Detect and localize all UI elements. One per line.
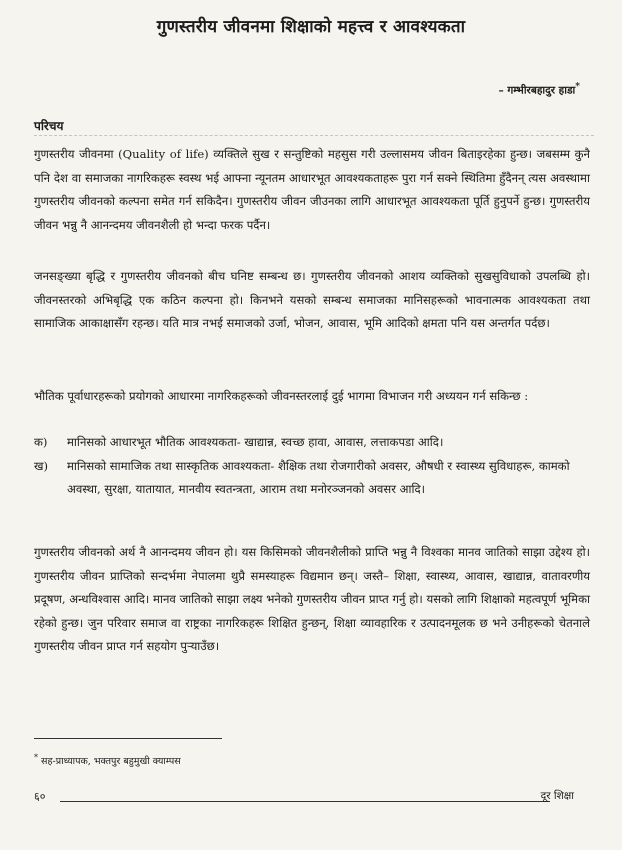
- paragraph-intro: गुणस्तरीय जीवनमा (Quality of life) व्यक्तिले सुख र सन्तुष्टिको महसुस गरी उल्लासमय जीवन बिताइरहेका हुन्छ। जबसम्म कुनै पनि देश वा समाजका नागरिकहरू स्वस्थ भई आफ्ना न्यूनतम आधारभूत आवश्यकताहरू पुरा गर्न सक्ने स्थितिमा हुँदैनन् त्यस अवस्थामा गुणस्तरीय जीवनको कल्पना समेत गर्न सकिदैन। गुणस्तरीय जीवन जीउनका लागि आधारभूत आवश्यकता पूर्ति हुनुपर्ने हुन्छ। गुणस्तरीय जीवन भन्नु नै आनन्दमय जीवनशैली हो भन्दा फरक पर्दैन।: [34, 147, 590, 232]
- footnote: [34, 753, 181, 767]
- article-title: गुणस्तरीय जीवनमा शिक्षाको महत्त्व र आवश्यकता: [156, 17, 466, 37]
- paragraph-population: जनसङ्ख्या बृद्धि र गुणस्तरीय जीवनको बीच घनिष्ट सम्बन्ध छ। गुणस्तरीय जीवनको आशय व्यक्तिको सुखसुविधाको उपलब्धि हो। जीवनस्तरको अभिबृद्धि एक कठिन कल्पना हो। किनभने यसको सम्बन्ध समाजका मानिसहरूको भावनात्मक आवश्यकता तथा सामाजिक आकाक्षासँग रहन्छ। यति मात्र नभई समाजको उर्जा, भोजन, आवास, भूमि आदिको क्षमता पनि यस अन्तर्गत पर्दछ।: [34, 269, 590, 330]
- page-number: ६०: [34, 790, 46, 803]
- section-heading: परिचय: [34, 119, 64, 133]
- footnote-mark: *: [34, 753, 38, 762]
- list-item-text: मानिसको आधारभूत भौतिक आवश्यकता- खाद्यान्न, स्वच्छ हावा, आवास, लत्ताकपडा आदि।: [67, 435, 444, 449]
- journal-name: दूर शिक्षा: [540, 790, 574, 802]
- list-marker: ख): [34, 458, 49, 473]
- paragraph-infrastructure: भौतिक पूर्वाधारहरूको प्रयोगको आधारमा नागरिकहरूको जीवनस्तरलाई दुई भागमा विभाजन गरी अध्ययन गर्न सकिन्छ :: [34, 389, 529, 403]
- faint-divider: [34, 135, 594, 136]
- list-marker: क): [34, 435, 48, 449]
- author-footnote-mark: *: [575, 82, 580, 92]
- page-footer: [34, 789, 574, 809]
- list-item: [34, 455, 594, 502]
- footer-rule: [60, 801, 550, 802]
- needs-list: [34, 431, 594, 502]
- paragraph-closing: गुणस्तरीय जीवनको अर्थ नै आनन्दमय जीवन हो। यस किसिमको जीवनशैलीको प्राप्ति भन्नु नै विश्वका मानव जातिको साझा उद्देश्य हो। गुणस्तरीय जीवन प्राप्तिको सन्दर्भमा नेपालमा थुप्रै समस्याहरू विद्यमान छन्। जस्तै– शिक्षा, स्वास्थ्य, आवास, खाद्यान्न, वातावरणीय प्रदूषण, अन्धविश्वास आदि। मानव जातिको साझा लक्ष्य भनेको गुणस्तरीय जीवन प्राप्त गर्नु हो। यसको लागि शिक्षाको महत्वपूर्ण भूमिका रहेको हुन्छ। जुन परिवार समाज वा राष्ट्रका नागरिकहरू शिक्षित हुन्छन्, शिक्षा व्यावहारिक र उत्पादनमूलक छ भने उनीहरूको चेतनाले गुणस्तरीय जीवन प्राप्त गर्न सहयोग पुर्‍याउँछ।: [34, 545, 590, 653]
- list-item-text: मानिसको सामाजिक तथा सास्कृतिक आवश्यकता- शैक्षिक तथा रोजगारीको अवसर, औषधी र स्वास्थ्य सुविधाहरू, कामको अवस्था, सुरक्षा, यातायात, मानवीय स्वतन्त्रता, आराम तथा मनोरञ्जनको अवसर आदि।: [67, 458, 570, 496]
- author-name: – गम्भीरबहादुर हाडा: [498, 84, 576, 97]
- list-item: [34, 431, 594, 455]
- footnote-text: सह-प्राध्यापक, भक्तपुर बहुमुखी क्याम्पस: [41, 756, 181, 768]
- author-line: [498, 82, 580, 98]
- footnote-divider: [34, 738, 222, 739]
